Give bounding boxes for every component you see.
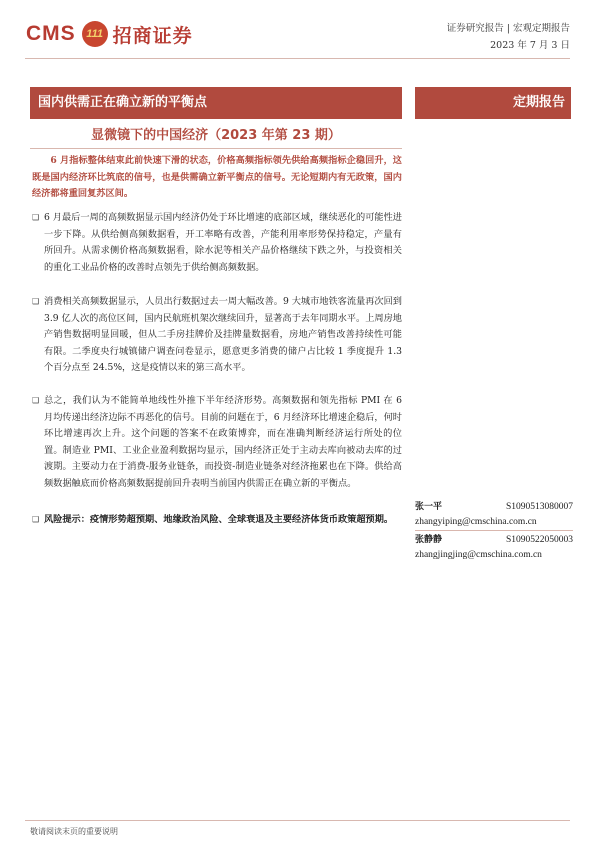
risk-warning-text: 风险提示：疫情形势超预期、地缘政治风险、全球衰退及主要经济体货币政策超预期。 <box>44 514 394 525</box>
author-block <box>415 500 573 530</box>
report-meta <box>447 20 570 54</box>
author-email[interactable]: zhangyiping@cmschina.com.cn <box>415 517 537 527</box>
footer-divider <box>25 820 570 821</box>
author-license-code: S1090522050003 <box>505 535 573 545</box>
headline-band: 国内供需正在确立新的平衡点 <box>30 87 402 119</box>
footer-disclaimer: 敬请阅读末页的重要说明 <box>30 827 118 836</box>
report-type: 证券研究报告 | 宏观定期报告 <box>446 23 570 34</box>
report-subtitle: 显微镜下的中国经济（2023 年第 23 期） <box>91 128 341 143</box>
checkbox-bullet-icon: ❑ <box>32 213 40 222</box>
checkbox-bullet-icon: ❑ <box>32 396 40 405</box>
author-email[interactable]: zhangjingjing@cmschina.com.cn <box>415 550 542 560</box>
logo-emblem-icon: 111 <box>82 21 108 47</box>
author-divider <box>415 530 573 531</box>
bullet-text: 消费相关高频数据显示，人员出行数据过去一周大幅改善。9 大城市地铁客流量再次回到 3.9 亿人次的高位区间，国内民航班机架次继续回升，显著高于去年同期水平。上周房地产销售数据明显回暖，但从二手房挂牌价及挂牌量数据看，房地产销售改善持续性可能有限。二季度央行城镇储户调查问卷显示，愿意更多消费的储户占比较 1 季度提升 1.3 个百分点至 24.5%，这是疫情以来的第三高水平。 <box>44 296 402 373</box>
bullet-text: 6 月最后一周的高频数据显示国内经济仍处于环比增速的底部区域，继续恶化的可能性进一步下降。从供给侧高频数据看，开工率略有改善，产能利用率形势保持稳定，产量有所回升。从需求侧价格高频数据看，除水泥等相关产品价格继续下跌之外，与投资相关的重化工业品价格的改善时点领先于供给侧高频数据。 <box>44 212 402 273</box>
author-block <box>415 533 573 563</box>
checkbox-bullet-icon: ❑ <box>32 515 40 524</box>
subtitle-divider <box>30 148 402 149</box>
header-divider <box>25 58 570 59</box>
bullet-item-risk <box>32 512 402 529</box>
bullet-text: 总之，我们认为不能简单地线性外推下半年经济形势。高频数据和领先指标 PMI 在 6 月均传递出经济边际不再恶化的信号。目前的问题在于，6 月经济环比增速企稳后，何时环比增速再次上升。这个问题的答案不在政策博弈，而在准确判断经济运行所处的位置。制造业 PMI、工业企业盈利数据均显示，国内经济正处于主动去库向被动去库的过渡期。主要动力在于消费-服务业链条，而投资-制造业链条对经济拖累也在下降。供给高频数据触底而价格高频数据提前回升表明当前国内供需正在确立新的平衡点。 <box>44 395 402 489</box>
author-name: 张一平 <box>415 502 443 512</box>
report-date: 2023 年 7 月 3 日 <box>490 40 570 51</box>
bullet-item <box>32 294 402 377</box>
summary-paragraph: 6 月指标整体结束此前快速下滑的状态，价格高频指标领先供给高频指标企稳回升，这既是国内经济环比筑底的信号，也是供需确立新平衡点的信号。无论短期内有无政策，国内经济都将重回复苏区间。 <box>32 155 402 199</box>
company-logo <box>26 16 216 52</box>
bullet-item <box>32 210 402 276</box>
author-name: 张静静 <box>415 535 443 545</box>
author-license-code: S1090513080007 <box>505 502 573 512</box>
bullet-item <box>32 393 402 492</box>
logo-latin-text: CMS <box>26 22 76 45</box>
checkbox-bullet-icon: ❑ <box>32 297 40 306</box>
category-band: 定期报告 <box>415 87 571 119</box>
logo-chinese-text: 招商证券 <box>112 24 193 47</box>
